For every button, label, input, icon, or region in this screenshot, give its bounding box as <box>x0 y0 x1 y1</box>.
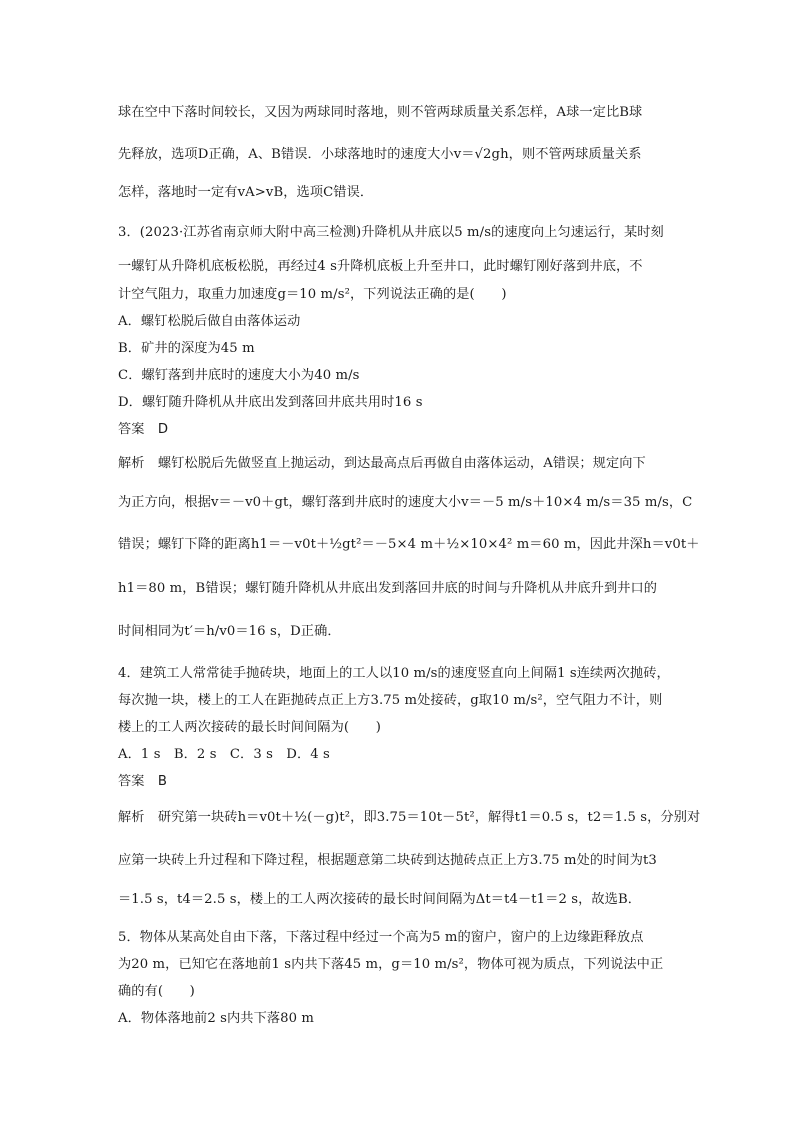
text-line: 先释放，选项D正确，A、B错误．小球落地时的速度大小v＝√2gh，则不管两球质量关系 <box>118 147 642 162</box>
question-line: 5．物体从某高处自由下落，下落过程中经过一个高为5 m的窗户，窗户的上边缘距释放点 <box>118 930 644 945</box>
option-line: A．螺钉松脱后做自由落体运动 <box>118 314 301 329</box>
option-line: C．螺钉落到井底时的速度大小为40 m/s <box>118 368 360 383</box>
analysis-line: 解析 螺钉松脱后先做竖直上抛运动，到达最高点后再做自由落体运动，A错误；规定向下 <box>118 456 646 471</box>
analysis-line: 时间相同为t′＝h/v0＝16 s，D正确． <box>118 624 341 639</box>
question-line: 一螺钉从升降机底板松脱，再经过4 s升降机底板上升至井口，此时螺钉刚好落到井底，不 <box>118 259 643 274</box>
question-line: 确的有( ) <box>118 984 195 999</box>
option-line: B．矿井的深度为45 m <box>118 341 255 356</box>
text-line: 球在空中下落时间较长，又因为两球同时落地，则不管两球质量关系怎样，A球一定比B球 <box>118 105 643 120</box>
option-line: A．1 s B．2 s C．3 s D．4 s <box>118 747 330 762</box>
answer-line: 答案 D <box>118 422 169 437</box>
analysis-line: 应第一块砖上升过程和下降过程，根据题意第二块砖到达抛砖点正上方3.75 m处的时间为t3 <box>118 853 657 868</box>
answer-line: 答案 B <box>118 774 168 789</box>
question-line: 4．建筑工人常常徒手抛砖块，地面上的工人以10 m/s的速度竖直向上间隔1 s连续两次抛砖， <box>118 666 670 681</box>
analysis-line: 错误；螺钉下降的距离h1＝－v0t＋½gt²＝－5×4 m＋½×10×4² m＝60 m，因此井深h＝v0t＋ <box>118 537 700 552</box>
question-line: 楼上的工人两次接砖的最长时间间隔为( ) <box>118 720 381 735</box>
analysis-line: 为正方向，根据v＝－v0＋gt，螺钉落到井底时的速度大小v＝－5 m/s＋10×4 m/s＝35 m/s，C <box>118 495 693 510</box>
analysis-line: ＝1.5 s，t4＝2.5 s，楼上的工人两次接砖的最长时间间隔为Δt＝t4－t1＝2 s，故选B． <box>118 892 642 907</box>
option-line: D．螺钉随升降机从井底出发到落回井底共用时16 s <box>118 395 423 410</box>
option-line: A．物体落地前2 s内共下落80 m <box>118 1011 315 1026</box>
question-line: 每次抛一块，楼上的工人在距抛砖点正上方3.75 m处接砖，g取10 m/s²，空气阻力不计，则 <box>118 693 663 708</box>
analysis-line: 解析 研究第一块砖h＝v0t＋½(－g)t²，即3.75＝10t－5t²，解得t1＝0.5 s，t2＝1.5 s，分别对 <box>118 810 701 825</box>
question-line: 计空气阻力，取重力加速度g＝10 m/s²，下列说法正确的是( ) <box>118 287 507 302</box>
question-line: 3．(2023·江苏省南京师大附中高三检测)升降机从井底以5 m/s的速度向上匀速运行，某时刻 <box>118 225 664 240</box>
question-line: 为20 m，已知它在落地前1 s内共下落45 m，g＝10 m/s²，物体可视为质点，下列说法中正 <box>118 957 664 972</box>
text-line: 怎样，落地时一定有vA>vB，选项C错误． <box>118 185 374 200</box>
analysis-line: h1＝80 m，B错误；螺钉随升降机从井底出发到落回井底的时间与升降机从井底升到井口的 <box>118 581 658 596</box>
